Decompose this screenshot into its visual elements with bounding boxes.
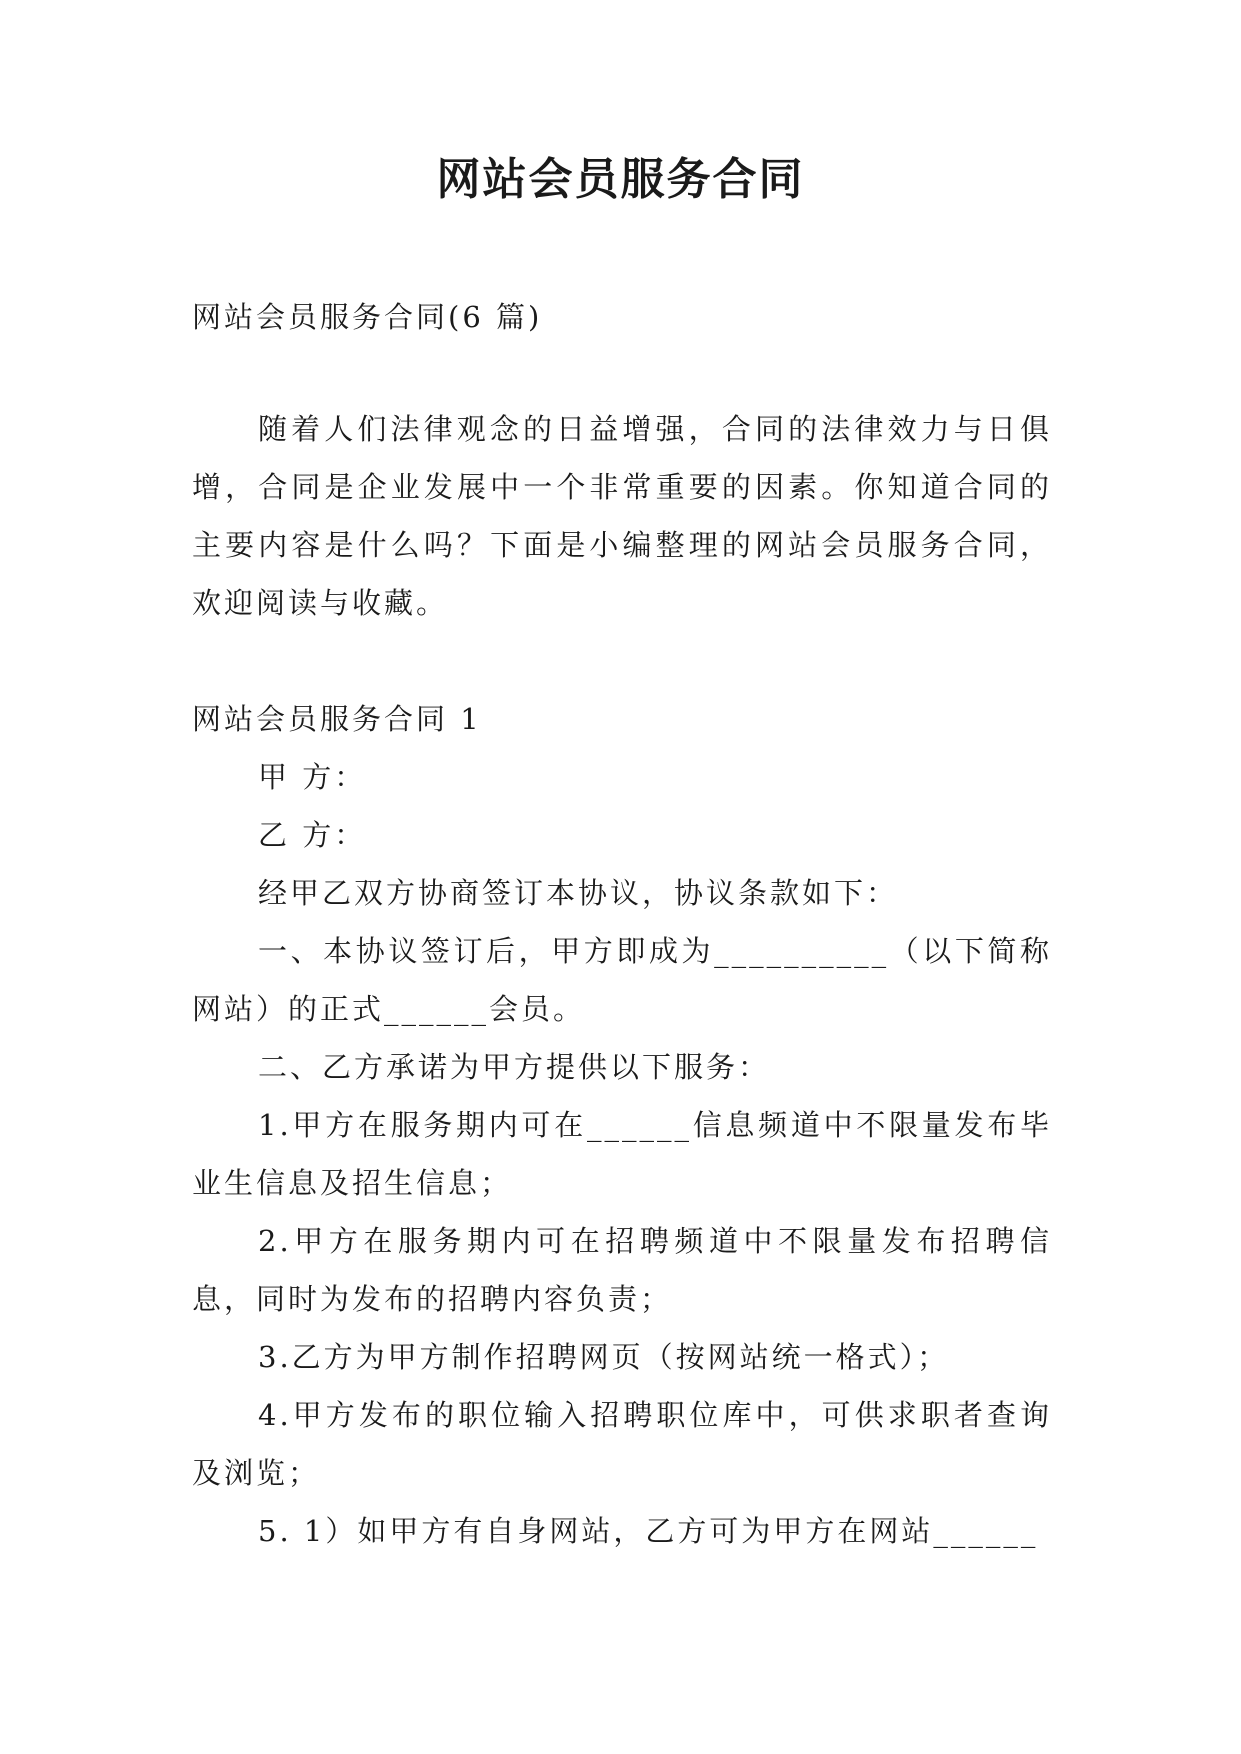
service-item-3: 3.乙方为甲方制作招聘网页（按网站统一格式）； xyxy=(258,1340,950,1374)
party-b-line: 乙 方： xyxy=(258,818,367,852)
document-title: 网站会员服务合同 xyxy=(436,154,805,205)
service-item-5: 5. 1）如甲方有自身网站，乙方可为甲方在网站______ xyxy=(258,1514,1039,1548)
clause-2-paragraph: 二、乙方承诺为甲方提供以下服务： xyxy=(258,1050,771,1084)
party-a-line: 甲 方： xyxy=(258,760,367,794)
service-item-2: 2.甲方在服务期内可在招聘频道中不限量发布招聘信息，同时为发布的招聘内容负责； xyxy=(192,1224,1052,1316)
service-item-1: 1.甲方在服务期内可在______信息频道中不限量发布毕业生信息及招生信息； xyxy=(192,1108,1052,1200)
section-heading: 网站会员服务合同 1 xyxy=(192,702,482,736)
document-subtitle: 网站会员服务合同(6 篇) xyxy=(192,300,543,334)
document-body xyxy=(192,288,1052,1560)
agreement-intro-line: 经甲乙双方协商签订本协议，协议条款如下： xyxy=(258,876,899,910)
intro-paragraph: 随着人们法律观念的日益增强，合同的法律效力与日俱增，合同是企业发展中一个非常重要的因素。你知道合同的主要内容是什么吗？下面是小编整理的网站会员服务合同，欢迎阅读与收藏。 xyxy=(192,412,1052,620)
service-item-4: 4.甲方发布的职位输入招聘职位库中，可供求职者查询及浏览； xyxy=(192,1398,1052,1490)
clause-1-paragraph: 一、本协议签订后，甲方即成为__________（以下简称网站）的正式______会员。 xyxy=(192,934,1052,1026)
